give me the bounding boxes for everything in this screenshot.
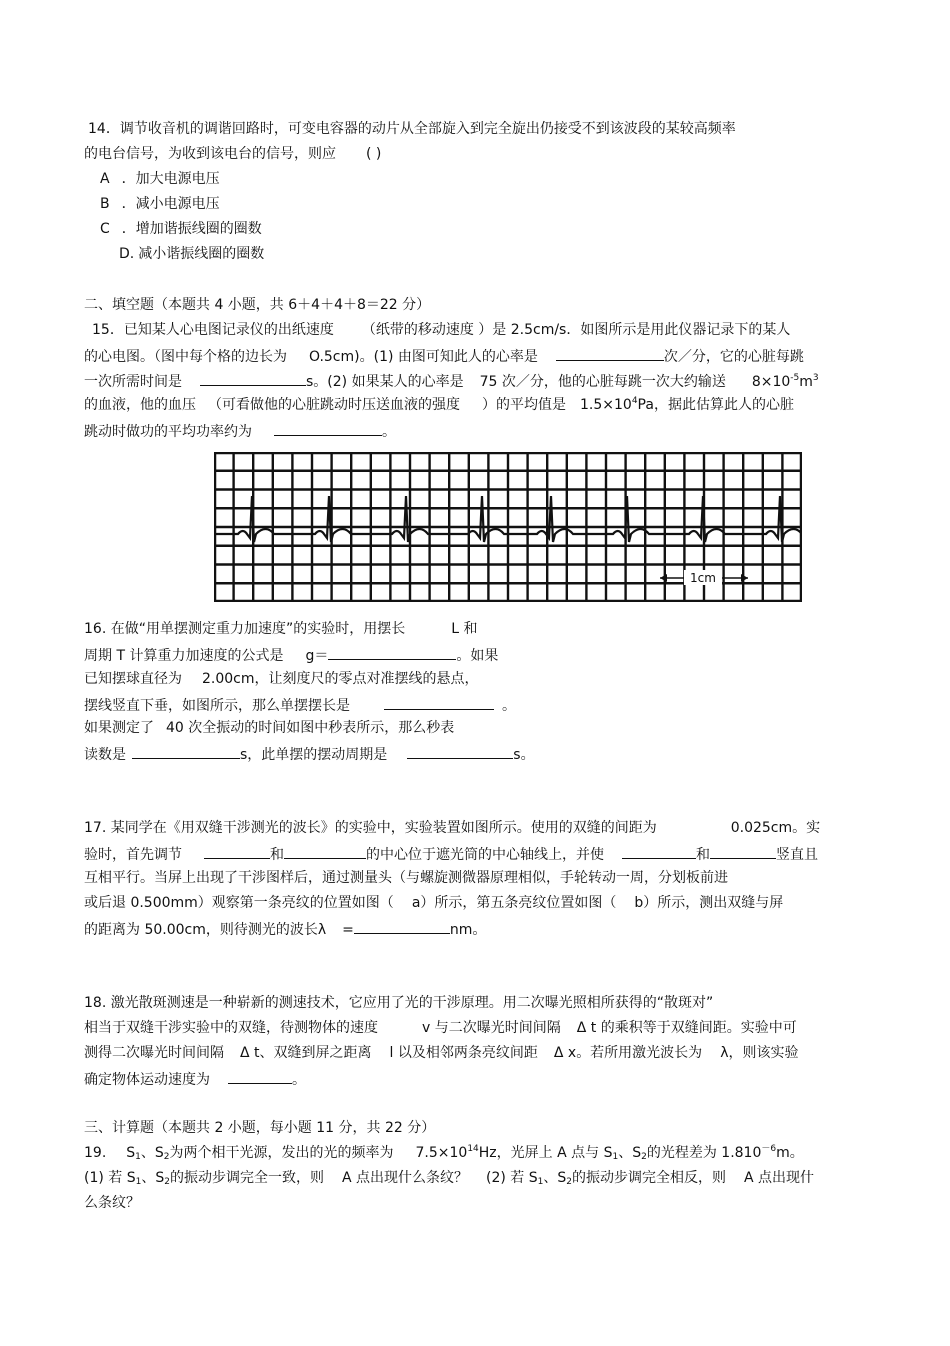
q19-line-3: 么条纹？ (84, 1195, 140, 1211)
section-2-heading: 二、填空题（本题共 4 小题，共 6＋4＋4＋8＝22 分） (84, 297, 431, 313)
q17-blank-2[interactable] (284, 844, 366, 859)
q17-line-1: 17. 某同学在《用双缝干涉测光的波长》的实验中，实验装置如图所示。使用的双缝的间距为 0.025cm。实 (84, 820, 821, 836)
q14-option-a: A ．加大电源电压 (100, 171, 220, 187)
q16-blank-period[interactable] (407, 744, 513, 759)
q16-line-4: 摆线竖直下垂，如图所示，那么单摆摆长是 。 (84, 695, 516, 715)
q15-line-5: 跳动时做功的平均功率约为 。 (84, 421, 396, 441)
q14-line-2: 的电台信号，为收到该电台的信号，则应 ( ) (84, 146, 382, 162)
section-3-heading: 三、计算题（本题共 2 小题，每小题 11 分，共 22 分） (84, 1120, 436, 1136)
q18-line-1: 18. 激光散斑测速是一种崭新的测速技术，它应用了光的干涉原理。用二次曝光照相所获得的“散斑对” (84, 995, 714, 1011)
ecg-chart-figure (214, 452, 802, 602)
q14-option-b: B ．减小电源电压 (100, 196, 220, 212)
q16-line-1: 16. 在做“用单摆测定重力加速度”的实验时，用摆长 L 和 (84, 621, 478, 637)
q16-line-3: 已知摆球直径为 2.00cm，让刻度尺的零点对准摆线的悬点， (84, 671, 479, 687)
q16-line-5: 如果测定了 40 次全振动的时间如图中秒表所示，那么秒表 (84, 720, 455, 736)
q19-line-2: (1) 若 $S_1$、$S_2$的振动步调完全一致，则 A 点出现什么条纹？ (2) 若 $S_1$、$S_2$的振动步调完全相反，则 A 点出现什 (84, 1170, 815, 1187)
q16-blank-stopwatch[interactable] (132, 744, 240, 759)
q17-blank-4[interactable] (710, 844, 776, 859)
q14-line-1: 14．调节收音机的调谐回路时，可变电容器的动片从全部旋入到完全旋出仍接受不到该波段的某较高频率 (88, 121, 736, 137)
q16-blank-length[interactable] (384, 695, 494, 710)
q14-option-c: C ．增加谐振线圈的圈数 (100, 221, 262, 237)
q15-line-4: 的血液，他的血压 （可看做他的心脏跳动时压送血液的强度 ）的平均值是 $1.5\times 10^4Pa$，据此估算此人的心脏 (84, 396, 794, 413)
q17-blank-3[interactable] (622, 844, 696, 859)
q19-line-1: 19. $S_1$、$S_2$为两个相干光源，发出的光的频率为 $7.5\times 10^{14}Hz$，光屏上 A 点与 $S_1$、$S_2$的光程差为 $1.810^{-6}m$。 (84, 1144, 804, 1162)
q15-blank-power[interactable] (274, 421, 382, 436)
q15-line-1: 15．已知某人心电图记录仪的出纸速度 （纸带的移动速度 ）是 2.5cm/s．如图所示是用此仪器记录下的某人 (92, 322, 791, 338)
q16-line-2: 周期 T 计算重力加速度的公式是 g＝ 。如果 (84, 645, 498, 665)
q16-line-6: 读数是 s，此单摆的摆动周期是 s。 (84, 744, 535, 764)
q18-line-2: 相当于双缝干涉实验中的双缝，待测物体的速度 v 与二次曝光时间间隔 Δ t 的乘积等于双缝间距。实验中可 (84, 1020, 797, 1036)
q18-blank-velocity[interactable] (228, 1069, 292, 1084)
q14-option-d: D. 减小谐振线圈的圈数 (119, 246, 265, 262)
ecg-scale-label: 1cm (690, 571, 716, 585)
q17-line-4: 或后退 0.500mm）观察第一条亮纹的位置如图（ a）所示，第五条亮纹位置如图（ b）所示，测出双缝与屏 (84, 895, 784, 911)
q17-line-5: 的距离为 50.00cm，则待测光的波长λ = nm。 (84, 919, 486, 939)
q16-blank-formula[interactable] (328, 645, 456, 660)
q17-blank-1[interactable] (204, 844, 270, 859)
q15-blank-heart-rate[interactable] (556, 346, 664, 361)
q14-answer-paren: ( ) (366, 146, 382, 162)
q18-line-3: 测得二次曝光时间间隔 Δ t、双缝到屏之距离 l 以及相邻两条亮纹间距 Δ x。若所用激光波长为 λ，则该实验 (84, 1045, 799, 1061)
q15-line-2: 的心电图。（图中每个格的边长为 O.5cm)。(1) 由图可知此人的心率是 次／分，它的心脏每跳 (84, 346, 804, 366)
q18-line-4: 确定物体运动速度为 。 (84, 1069, 306, 1089)
q15-line-3: 一次所需时间是 s。(2) 如果某人的心率是 75 次／分，他的心脏每跳一次大约输送 $8\times 10^{-5}m^3$ (84, 373, 819, 390)
q17-line-3: 互相平行。当屏上出现了干涉图样后，通过测量头（与螺旋测微器原理相似，手轮转动一周，分划板前进 (84, 870, 728, 886)
q17-blank-wavelength[interactable] (354, 919, 450, 934)
q15-blank-beat-time[interactable] (200, 371, 306, 386)
q17-line-2: 验时，首先调节 和 的中心位于遮光筒的中心轴线上，并使 和 竖直且 (84, 844, 818, 864)
